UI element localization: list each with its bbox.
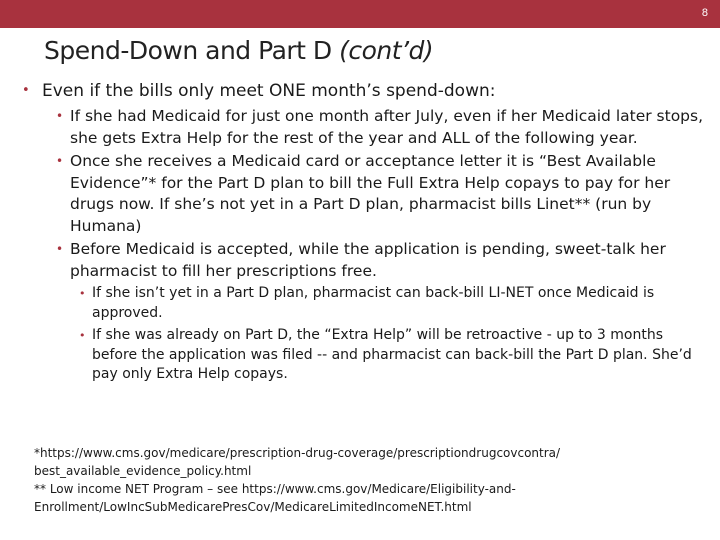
bullet-dot-icon: • — [22, 83, 30, 98]
bullet-dot-icon: • — [56, 109, 64, 123]
bullet-text: If she was already on Part D, the “Extra Help” will be retroactive - up to 3 months before the application was filed -- and pharmacist can back-bill the Part D plan. She’d pay only Extra Help copays. — [92, 327, 692, 382]
bullet-text: If she isn’t yet in a Part D plan, pharmacist can back-bill LI-NET once Medicaid is approved. — [92, 285, 655, 321]
bullet-level2 — [22, 106, 706, 149]
bullet-dot-icon: • — [56, 242, 64, 256]
bullet-level3 — [22, 326, 706, 385]
bullet-level1 — [22, 80, 706, 102]
footnote-li-net: ** Low income NET Program – see https://www.cms.gov/Medicare/Eligibility-and-Enrollment/LowIncSubMedicarePresCov/MedicareLimitedIncomeNET.html — [34, 482, 516, 514]
bullet-text: Even if the bills only meet ONE month’s spend-down: — [42, 81, 496, 101]
slide-title — [44, 36, 433, 65]
bullet-level3 — [22, 284, 706, 323]
footnotes — [34, 444, 694, 516]
bullet-level2 — [22, 151, 706, 237]
slide-number: 8 — [701, 7, 708, 19]
bullet-dot-icon: • — [79, 287, 86, 300]
header-bar — [0, 0, 720, 28]
bullet-level2 — [22, 239, 706, 282]
bullet-dot-icon: • — [56, 154, 64, 168]
slide-title-italic: (cont’d) — [339, 36, 434, 65]
bullet-text: Before Medicaid is accepted, while the application is pending, sweet-talk her pharmacist to fill her prescriptions free. — [70, 240, 666, 280]
bullet-dot-icon: • — [79, 329, 86, 342]
bullet-text: If she had Medicaid for just one month after July, even if her Medicaid later stops, she gets Extra Help for the rest of the year and ALL of the following year. — [70, 107, 704, 147]
bullet-text: Once she receives a Medicaid card or acceptance letter it is “Best Available Evidence”* for the Part D plan to bill the Full Extra Help copays to pay for her drugs now. If she’s not yet in a Part D plan, pharmacist bills Linet** (run by Humana) — [70, 152, 671, 235]
slide-content — [22, 80, 706, 388]
slide-title-main: Spend-Down and Part D — [44, 36, 340, 65]
footnote-best-available-evidence: *https://www.cms.gov/medicare/prescription-drug-coverage/prescriptiondrugcovcontra/ best_available_evidence_policy.html — [34, 446, 561, 478]
